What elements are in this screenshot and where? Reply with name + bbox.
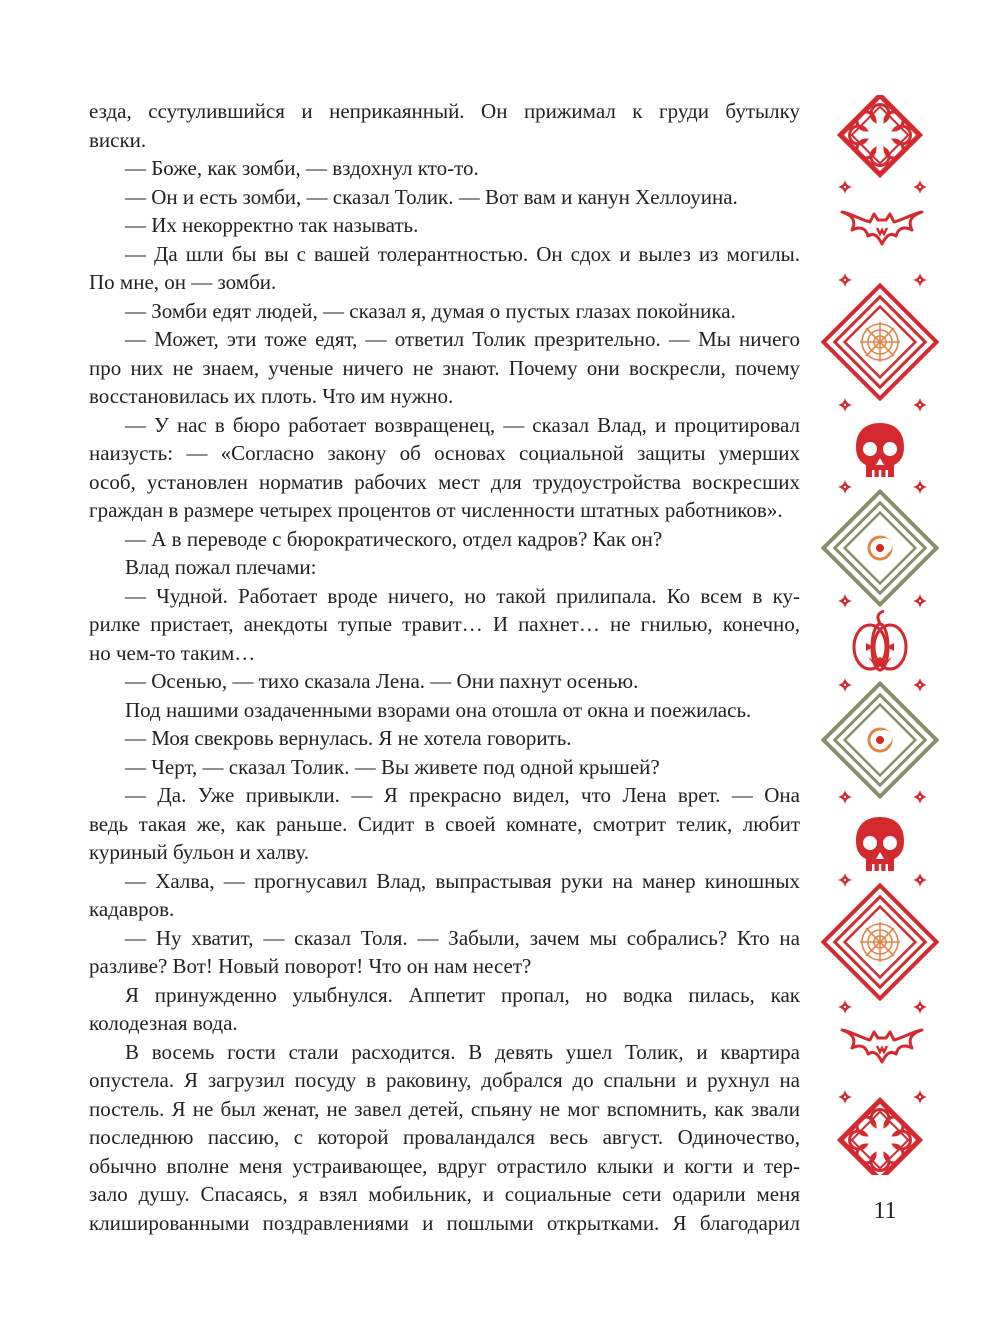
sparkle-icon [838,273,852,287]
sparkle-icon [913,273,927,287]
text-line: — Чудной. Работает вроде ничего, но такой прилипала. Ко всем в ку- [125,583,800,608]
page-number: 11 [873,1198,897,1224]
text-line: — Черт, — сказал Толик. — Вы живете под одной крышей? [125,754,660,779]
text-line: про них не знаем, ученые ничего не знают. Почему они воскресли, почему [89,355,800,380]
text-line: но чем-то таким… [89,640,256,665]
sparkle-icon [913,398,927,412]
text-line: кадавров. [89,897,175,921]
text-line: виски. [89,127,147,152]
sparkle-icon [913,790,927,804]
halloween-ornament-border [820,95,950,1175]
sparkle-icon [838,790,852,804]
text-line: опустела. Я загрузил посуду в раковину, добрался до спальни и рухнул на [89,1068,800,1092]
text-line: куриный бульон и халву. [89,840,310,864]
text-line: В восемь гости стали расходится. В девять ушел Толик, и квартира [125,1039,800,1064]
text-line: восстановилась их плоть. Что им нужно. [89,384,454,408]
text-line: — Зомби едят людей, — сказал я, думая о пустых глазах покойника. [125,298,736,323]
text-line: клишированными поздравлениями и пошлыми открытками. Я благодарил [89,1210,800,1235]
text-line: — Ну хватит, — сказал Толя. — Забыли, зачем мы собрались? Кто на [125,925,800,950]
quatrefoil-diamond-icon [840,1100,919,1175]
text-line: — Может, эти тоже едят, — ответил Толик презрительно. — Мы ничего [125,327,800,351]
quatrefoil-diamond-icon [840,95,919,174]
text-line: — А в переводе с бюрократического, отдел кадров? Как он? [125,526,663,551]
sparkle-icon [913,480,927,494]
bat-icon [842,1030,922,1062]
sparkle-icon [913,1000,927,1014]
sparkle-icon [838,873,852,887]
text-line: наизусть: — «Согласно закону об основах социальной защиты умерших [89,441,800,465]
text-line: рилке пристает, анекдоты тупые травит… И пахнет… не гнилью, конечно, [89,612,800,636]
text-line: граждан в размере четырех процентов от численности штатных работников». [89,498,783,522]
text-line: последнюю пассию, с которой проваландался весь август. Одиночество, [89,1125,800,1149]
skull-icon [856,817,904,871]
spiderweb-diamond-icon [823,285,936,398]
text-line: — Их некорректно так называть. [125,213,419,237]
text-line: колодезная вода. [89,1011,238,1035]
text-line: — Халва, — прогнусавил Влад, выпрастывая руки на манер киношных [125,868,800,893]
spiderweb-diamond-icon [823,885,936,998]
bat-icon [842,212,922,244]
sparkle-icon [838,398,852,412]
text-line: зало душу. Спасаясь, я взял мобильник, и социальные сети одарили меня [89,1182,800,1206]
text-line: ведь такая же, как раньше. Сидит в своей комнате, смотрит телик, любит [89,811,800,836]
text-line: езда, ссутулившийся и неприкаянный. Он прижимал к груди бутылку [89,99,800,123]
sparkle-icon [838,1090,852,1104]
sparkle-icon [913,594,927,608]
text-line: — Моя свекровь вернулась. Я не хотела говорить. [125,726,572,750]
text-line: особ, установлен норматив рабочих мест для трудоустройства воскресших [89,469,800,494]
text-line: — Да. Уже привыкли. — Я прекрасно видел, что Лена врет. — Она [125,783,800,807]
crescent-diamond-icon [823,491,936,604]
pumpkin-icon [854,611,906,670]
sparkle-icon [913,1090,927,1104]
sparkle-icon [838,1000,852,1014]
sparkle-icon [913,873,927,887]
sparkle-icon [838,678,852,692]
text-line: По мне, он — зомби. [89,270,277,294]
sparkle-icon [838,480,852,494]
text-line: — Да шли бы вы с вашей толерантностью. Он сдох и вылез из могилы. [125,241,800,266]
body-text [89,97,800,1237]
text-line: — Боже, как зомби, — вздохнул кто-то. [125,156,479,180]
text-line: — У нас в бюро работает возвращенец, — сказал Влад, и процитировал [125,412,800,437]
skull-icon [856,423,904,477]
text-line: — Он и есть зомби, — сказал Толик. — Вот вам и канун Хеллоуина. [125,184,738,209]
text-line: разливе? Вот! Новый поворот! Что он нам несет? [89,954,532,978]
text-line: Под нашими озадаченными взорами она отошла от окна и поежилась. [125,697,752,722]
crescent-diamond-icon [823,683,936,796]
sparkle-icon [913,678,927,692]
text-line: Я принужденно улыбнулся. Аппетит пропал, но водка пилась, как [125,982,800,1007]
text-line: обычно вполне меня устраивающее, вдруг отрастило клыки и когти и тер- [89,1153,800,1178]
sparkle-icon [838,180,852,194]
sparkle-icon [913,180,927,194]
sparkle-icon [838,594,852,608]
text-line: Влад пожал плечами: [125,555,317,579]
text-line: постель. Я не был женат, не завел детей, спьяну не мог вспомнить, как звали [89,1096,800,1121]
text-line: — Осенью, — тихо сказала Лена. — Они пахнут осенью. [125,669,639,693]
